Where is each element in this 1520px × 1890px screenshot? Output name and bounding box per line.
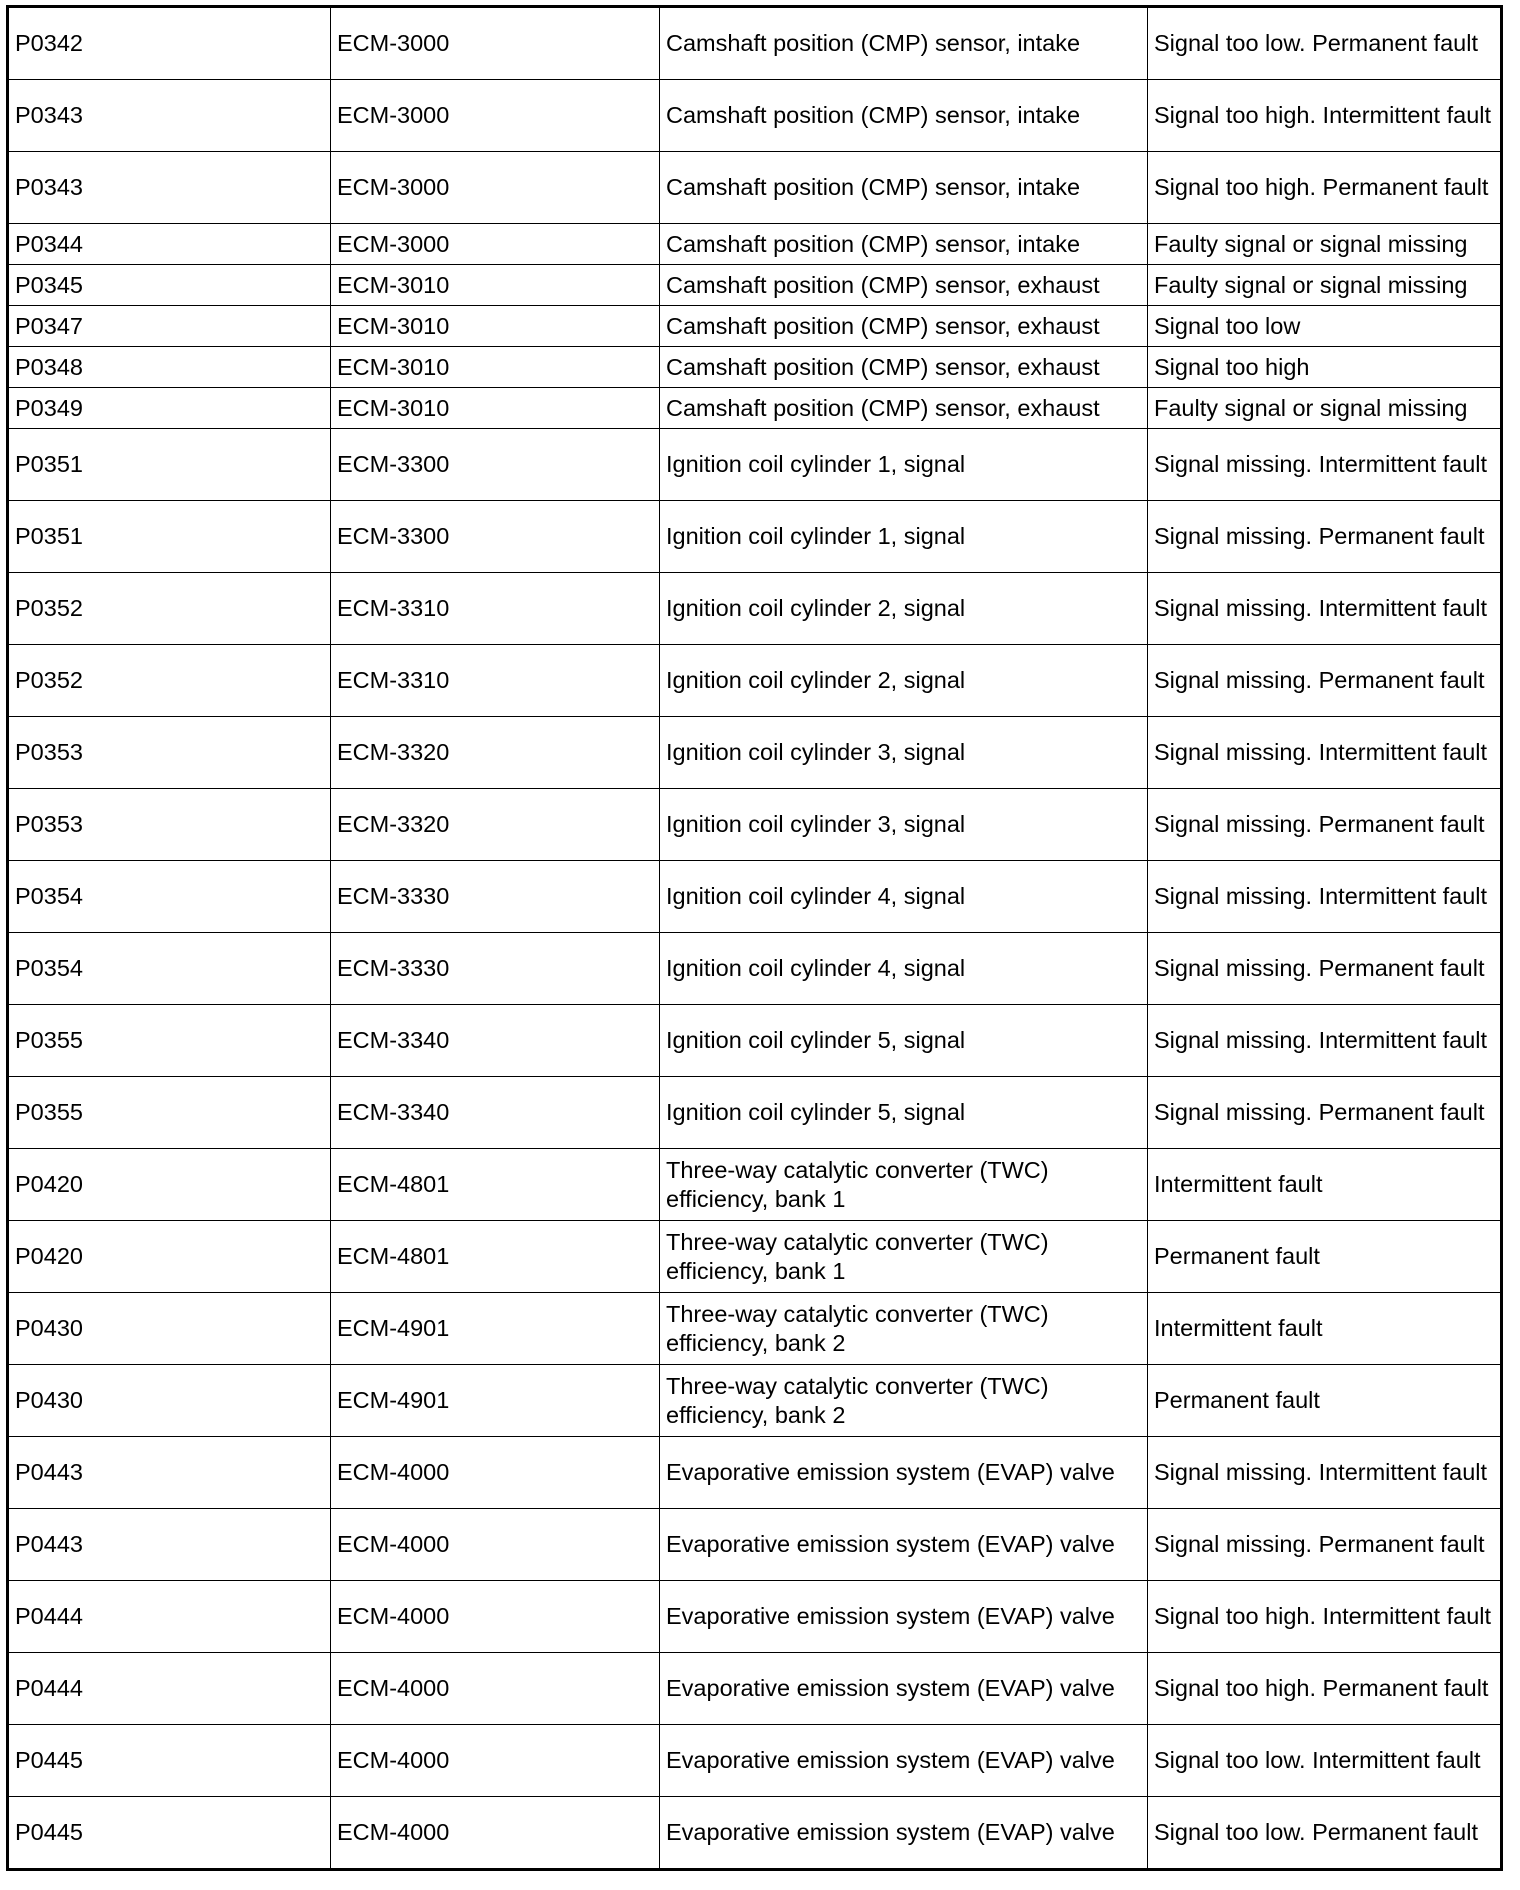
- ecm-code-cell: ECM-3000: [331, 152, 660, 224]
- ecm-code-cell: ECM-3010: [331, 265, 660, 306]
- table-row: [8, 265, 1502, 306]
- component-cell: Camshaft position (CMP) sensor, exhaust: [660, 306, 1148, 347]
- dtc-code-cell: P0355: [8, 1077, 331, 1149]
- component-cell: Camshaft position (CMP) sensor, exhaust: [660, 265, 1148, 306]
- component-cell: Evaporative emission system (EVAP) valve: [660, 1797, 1148, 1870]
- component-cell: Ignition coil cylinder 1, signal: [660, 501, 1148, 573]
- component-cell: Evaporative emission system (EVAP) valve: [660, 1437, 1148, 1509]
- ecm-code-cell: ECM-3330: [331, 861, 660, 933]
- dtc-code-cell: P0443: [8, 1509, 331, 1581]
- ecm-code-cell: ECM-4000: [331, 1509, 660, 1581]
- component-cell: Three-way catalytic converter (TWC) efficiency, bank 1: [660, 1221, 1148, 1293]
- description-cell: Signal missing. Permanent fault: [1148, 645, 1502, 717]
- ecm-code-cell: ECM-3310: [331, 645, 660, 717]
- table-row: [8, 388, 1502, 429]
- table-row: [8, 224, 1502, 265]
- description-cell: Signal too high. Intermittent fault: [1148, 80, 1502, 152]
- component-cell: Three-way catalytic converter (TWC) efficiency, bank 2: [660, 1293, 1148, 1365]
- component-cell: Camshaft position (CMP) sensor, exhaust: [660, 388, 1148, 429]
- description-cell: Faulty signal or signal missing: [1148, 265, 1502, 306]
- dtc-code-cell: P0347: [8, 306, 331, 347]
- ecm-code-cell: ECM-3300: [331, 501, 660, 573]
- dtc-code-cell: P0352: [8, 573, 331, 645]
- description-cell: Faulty signal or signal missing: [1148, 388, 1502, 429]
- ecm-code-cell: ECM-4000: [331, 1725, 660, 1797]
- ecm-code-cell: ECM-3340: [331, 1005, 660, 1077]
- table-row: [8, 1581, 1502, 1653]
- dtc-code-cell: P0352: [8, 645, 331, 717]
- ecm-code-cell: ECM-4000: [331, 1653, 660, 1725]
- ecm-code-cell: ECM-3010: [331, 347, 660, 388]
- component-cell: Evaporative emission system (EVAP) valve: [660, 1509, 1148, 1581]
- component-cell: Ignition coil cylinder 3, signal: [660, 717, 1148, 789]
- table-row: [8, 1077, 1502, 1149]
- dtc-code-cell: P0345: [8, 265, 331, 306]
- dtc-code-cell: P0343: [8, 80, 331, 152]
- table-row: [8, 1149, 1502, 1221]
- component-cell: Evaporative emission system (EVAP) valve: [660, 1653, 1148, 1725]
- component-cell: Ignition coil cylinder 5, signal: [660, 1077, 1148, 1149]
- description-cell: Intermittent fault: [1148, 1293, 1502, 1365]
- dtc-code-cell: P0354: [8, 933, 331, 1005]
- table-row: [8, 347, 1502, 388]
- ecm-code-cell: ECM-4901: [331, 1293, 660, 1365]
- description-cell: Signal too high. Permanent fault: [1148, 152, 1502, 224]
- dtc-code-cell: P0344: [8, 224, 331, 265]
- description-cell: Signal missing. Permanent fault: [1148, 501, 1502, 573]
- ecm-code-cell: ECM-3330: [331, 933, 660, 1005]
- component-cell: Three-way catalytic converter (TWC) efficiency, bank 1: [660, 1149, 1148, 1221]
- ecm-code-cell: ECM-3340: [331, 1077, 660, 1149]
- component-cell: Camshaft position (CMP) sensor, intake: [660, 7, 1148, 80]
- ecm-code-cell: ECM-3010: [331, 306, 660, 347]
- table-row: [8, 1725, 1502, 1797]
- ecm-code-cell: ECM-3010: [331, 388, 660, 429]
- table-row: [8, 306, 1502, 347]
- component-cell: Ignition coil cylinder 4, signal: [660, 861, 1148, 933]
- table-row: [8, 717, 1502, 789]
- dtc-code-cell: P0348: [8, 347, 331, 388]
- component-cell: Ignition coil cylinder 4, signal: [660, 933, 1148, 1005]
- table-row: [8, 789, 1502, 861]
- ecm-code-cell: ECM-4901: [331, 1365, 660, 1437]
- table-row: [8, 1437, 1502, 1509]
- ecm-code-cell: ECM-3000: [331, 224, 660, 265]
- table-row: [8, 645, 1502, 717]
- table-row: [8, 7, 1502, 80]
- component-cell: Ignition coil cylinder 1, signal: [660, 429, 1148, 501]
- description-cell: Permanent fault: [1148, 1221, 1502, 1293]
- description-cell: Signal too high. Permanent fault: [1148, 1653, 1502, 1725]
- table-row: [8, 1653, 1502, 1725]
- dtc-code-cell: P0420: [8, 1149, 331, 1221]
- description-cell: Permanent fault: [1148, 1365, 1502, 1437]
- component-cell: Ignition coil cylinder 5, signal: [660, 1005, 1148, 1077]
- description-cell: Signal missing. Intermittent fault: [1148, 573, 1502, 645]
- dtc-code-cell: P0430: [8, 1365, 331, 1437]
- description-cell: Signal too high. Intermittent fault: [1148, 1581, 1502, 1653]
- component-cell: Three-way catalytic converter (TWC) efficiency, bank 2: [660, 1365, 1148, 1437]
- table-row: [8, 80, 1502, 152]
- description-cell: Intermittent fault: [1148, 1149, 1502, 1221]
- table-row: [8, 1365, 1502, 1437]
- fault-code-table-body: [8, 7, 1502, 1870]
- dtc-code-cell: P0342: [8, 7, 331, 80]
- fault-code-table: [6, 5, 1503, 1871]
- table-row: [8, 1221, 1502, 1293]
- ecm-code-cell: ECM-4000: [331, 1581, 660, 1653]
- dtc-code-cell: P0430: [8, 1293, 331, 1365]
- table-row: [8, 152, 1502, 224]
- component-cell: Evaporative emission system (EVAP) valve: [660, 1581, 1148, 1653]
- ecm-code-cell: ECM-4801: [331, 1221, 660, 1293]
- description-cell: Signal missing. Intermittent fault: [1148, 429, 1502, 501]
- description-cell: Signal too low. Permanent fault: [1148, 7, 1502, 80]
- dtc-code-cell: P0353: [8, 717, 331, 789]
- description-cell: Signal missing. Intermittent fault: [1148, 1437, 1502, 1509]
- description-cell: Faulty signal or signal missing: [1148, 224, 1502, 265]
- ecm-code-cell: ECM-3320: [331, 789, 660, 861]
- description-cell: Signal missing. Intermittent fault: [1148, 1005, 1502, 1077]
- description-cell: Signal too low. Intermittent fault: [1148, 1725, 1502, 1797]
- dtc-code-cell: P0443: [8, 1437, 331, 1509]
- component-cell: Camshaft position (CMP) sensor, exhaust: [660, 347, 1148, 388]
- dtc-code-cell: P0349: [8, 388, 331, 429]
- dtc-code-cell: P0444: [8, 1653, 331, 1725]
- description-cell: Signal too low: [1148, 306, 1502, 347]
- dtc-code-cell: P0420: [8, 1221, 331, 1293]
- table-row: [8, 1293, 1502, 1365]
- component-cell: Camshaft position (CMP) sensor, intake: [660, 224, 1148, 265]
- dtc-code-cell: P0351: [8, 429, 331, 501]
- description-cell: Signal missing. Intermittent fault: [1148, 861, 1502, 933]
- ecm-code-cell: ECM-4000: [331, 1797, 660, 1870]
- dtc-code-cell: P0444: [8, 1581, 331, 1653]
- dtc-code-cell: P0445: [8, 1797, 331, 1870]
- description-cell: Signal too high: [1148, 347, 1502, 388]
- ecm-code-cell: ECM-3320: [331, 717, 660, 789]
- component-cell: Camshaft position (CMP) sensor, intake: [660, 152, 1148, 224]
- description-cell: Signal too low. Permanent fault: [1148, 1797, 1502, 1870]
- ecm-code-cell: ECM-4801: [331, 1149, 660, 1221]
- table-row: [8, 861, 1502, 933]
- table-row: [8, 429, 1502, 501]
- dtc-code-cell: P0343: [8, 152, 331, 224]
- table-row: [8, 933, 1502, 1005]
- ecm-code-cell: ECM-3300: [331, 429, 660, 501]
- ecm-code-cell: ECM-3000: [331, 80, 660, 152]
- description-cell: Signal missing. Permanent fault: [1148, 933, 1502, 1005]
- dtc-code-cell: P0355: [8, 1005, 331, 1077]
- component-cell: Ignition coil cylinder 2, signal: [660, 573, 1148, 645]
- dtc-code-cell: P0354: [8, 861, 331, 933]
- table-row: [8, 1797, 1502, 1870]
- table-row: [8, 501, 1502, 573]
- description-cell: Signal missing. Intermittent fault: [1148, 717, 1502, 789]
- ecm-code-cell: ECM-3310: [331, 573, 660, 645]
- table-row: [8, 573, 1502, 645]
- description-cell: Signal missing. Permanent fault: [1148, 789, 1502, 861]
- component-cell: Evaporative emission system (EVAP) valve: [660, 1725, 1148, 1797]
- component-cell: Ignition coil cylinder 3, signal: [660, 789, 1148, 861]
- dtc-code-cell: P0445: [8, 1725, 331, 1797]
- ecm-code-cell: ECM-4000: [331, 1437, 660, 1509]
- table-row: [8, 1509, 1502, 1581]
- dtc-code-cell: P0351: [8, 501, 331, 573]
- component-cell: Ignition coil cylinder 2, signal: [660, 645, 1148, 717]
- description-cell: Signal missing. Permanent fault: [1148, 1509, 1502, 1581]
- table-row: [8, 1005, 1502, 1077]
- ecm-code-cell: ECM-3000: [331, 7, 660, 80]
- dtc-code-cell: P0353: [8, 789, 331, 861]
- description-cell: Signal missing. Permanent fault: [1148, 1077, 1502, 1149]
- component-cell: Camshaft position (CMP) sensor, intake: [660, 80, 1148, 152]
